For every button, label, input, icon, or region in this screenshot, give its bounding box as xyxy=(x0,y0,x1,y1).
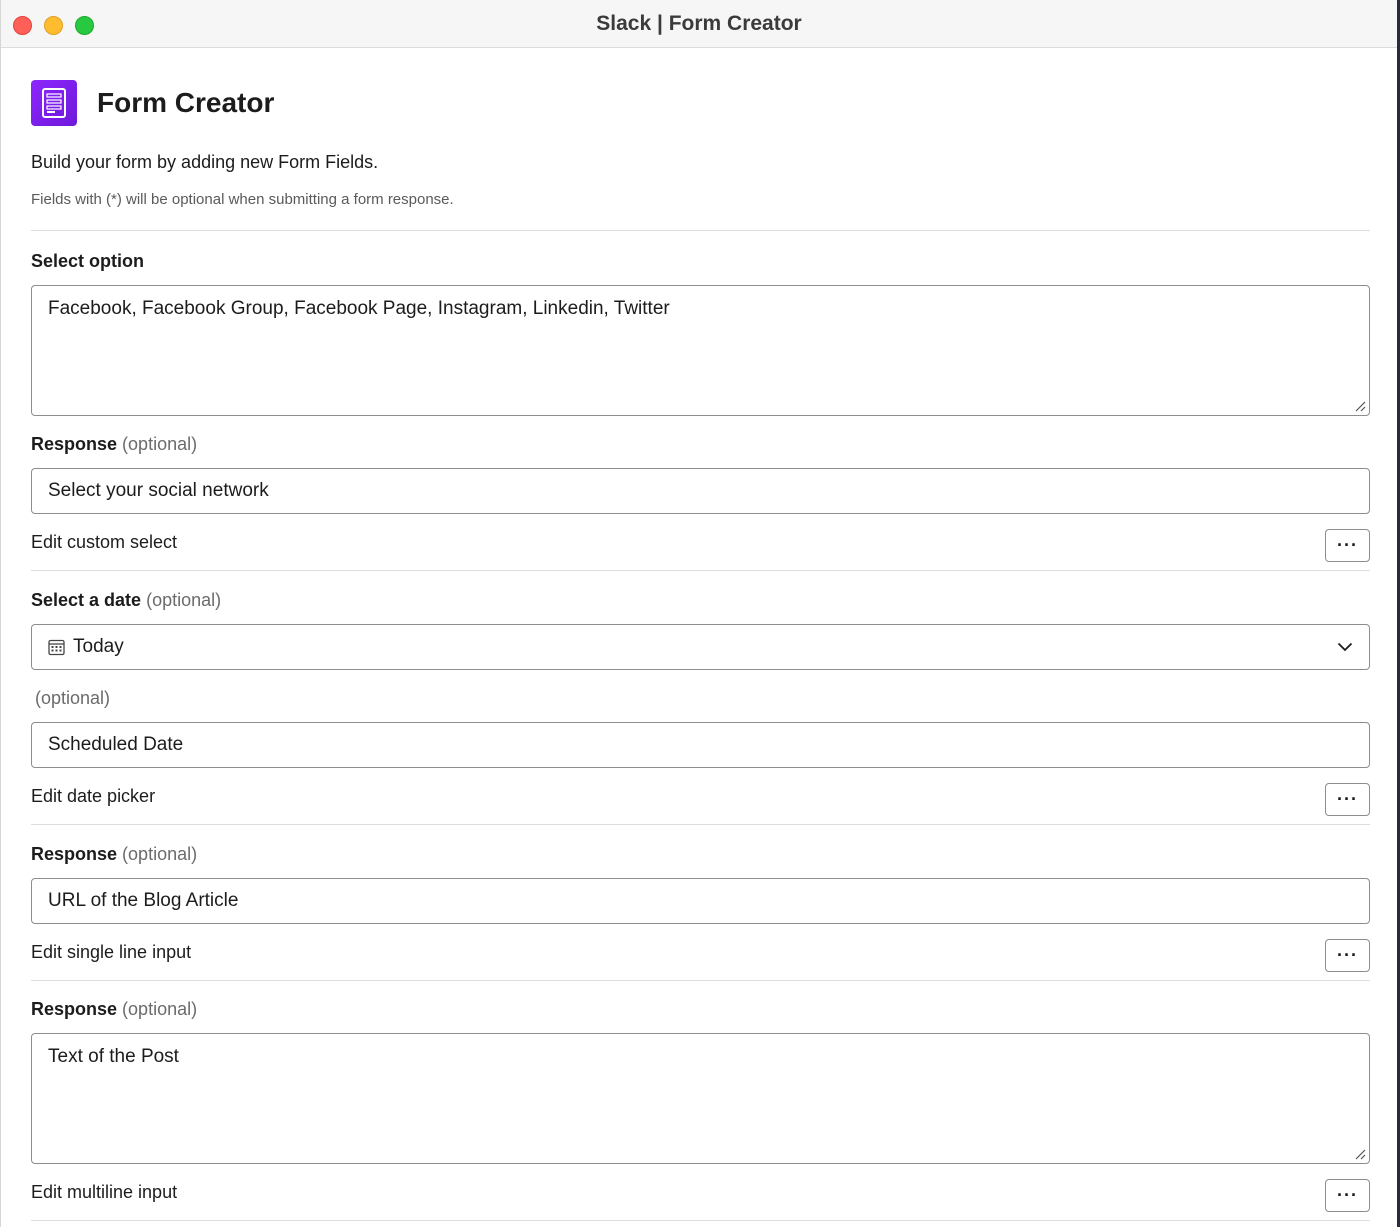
response-label xyxy=(31,844,1370,865)
optional-tag: (optional) xyxy=(122,434,198,454)
single-line-input[interactable] xyxy=(31,878,1370,924)
optional-tag: (optional) xyxy=(122,844,198,864)
divider xyxy=(31,570,1370,571)
page-header xyxy=(31,68,1370,154)
ellipsis-icon: ··· xyxy=(1337,1185,1358,1205)
form-icon xyxy=(31,80,77,126)
intro-note: Fields with (*) will be optional when submitting a form response. xyxy=(31,191,454,208)
page-title: Form Creator xyxy=(97,87,275,118)
select-option-label xyxy=(31,251,1370,272)
multiline-value: Text of the Post xyxy=(48,1046,179,1067)
divider xyxy=(31,824,1370,825)
edit-date-picker-label: Edit date picker xyxy=(31,785,156,806)
response-label-text: Response xyxy=(31,434,118,454)
select-date-label-text: Select a date xyxy=(31,590,142,610)
edit-custom-select-label: Edit custom select xyxy=(31,531,178,552)
date-field-label xyxy=(31,688,1370,709)
custom-select-value: Select your social network xyxy=(48,480,269,501)
more-options-button[interactable] xyxy=(1325,783,1370,816)
title-bar xyxy=(1,0,1397,48)
edit-single-line-row xyxy=(31,924,1370,980)
ellipsis-icon: ··· xyxy=(1337,535,1358,555)
response-label xyxy=(31,999,1370,1020)
date-picker-value: Today xyxy=(73,636,124,657)
form-creator-panel xyxy=(1,68,1397,1221)
ellipsis-icon: ··· xyxy=(1337,945,1358,965)
ellipsis-icon: ··· xyxy=(1337,789,1358,809)
date-picker-select[interactable] xyxy=(31,624,1370,670)
more-options-button[interactable] xyxy=(1325,939,1370,972)
more-options-button[interactable] xyxy=(1325,1179,1370,1212)
resize-handle-icon[interactable] xyxy=(1354,1148,1366,1160)
select-date-label xyxy=(31,590,1370,611)
edit-multiline-row xyxy=(31,1164,1370,1220)
scheduled-date-input[interactable] xyxy=(31,722,1370,768)
divider xyxy=(31,1220,1370,1221)
multiline-input[interactable] xyxy=(31,1033,1370,1164)
date-picker-value-group xyxy=(48,636,124,658)
response-label-text: Response xyxy=(31,844,118,864)
optional-tag: (optional) xyxy=(146,590,222,610)
resize-handle-icon[interactable] xyxy=(1354,400,1366,412)
edit-date-picker-row xyxy=(31,768,1370,824)
window-title: Slack | Form Creator xyxy=(596,12,802,35)
select-option-label-text: Select option xyxy=(31,251,145,271)
edit-custom-select-row xyxy=(31,514,1370,570)
divider xyxy=(31,980,1370,981)
scheduled-date-value: Scheduled Date xyxy=(48,734,184,755)
single-line-value: URL of the Blog Article xyxy=(48,890,239,911)
more-options-button[interactable] xyxy=(1325,529,1370,562)
chevron-down-icon[interactable] xyxy=(1337,642,1353,652)
select-option-value: Facebook, Facebook Group, Facebook Page, Instagram, Linkedin, Twitter xyxy=(48,298,670,319)
edit-multiline-label: Edit multiline input xyxy=(31,1181,178,1202)
divider xyxy=(31,230,1370,231)
custom-select-input[interactable] xyxy=(31,468,1370,514)
optional-tag: (optional) xyxy=(122,999,198,1019)
intro-text: Build your form by adding new Form Fields. xyxy=(31,152,379,172)
response-label xyxy=(31,434,1370,455)
edit-single-line-label: Edit single line input xyxy=(31,941,192,962)
calendar-icon xyxy=(48,639,65,656)
response-label-text: Response xyxy=(31,999,118,1019)
select-option-textarea[interactable] xyxy=(31,285,1370,416)
optional-tag: (optional) xyxy=(35,688,111,708)
